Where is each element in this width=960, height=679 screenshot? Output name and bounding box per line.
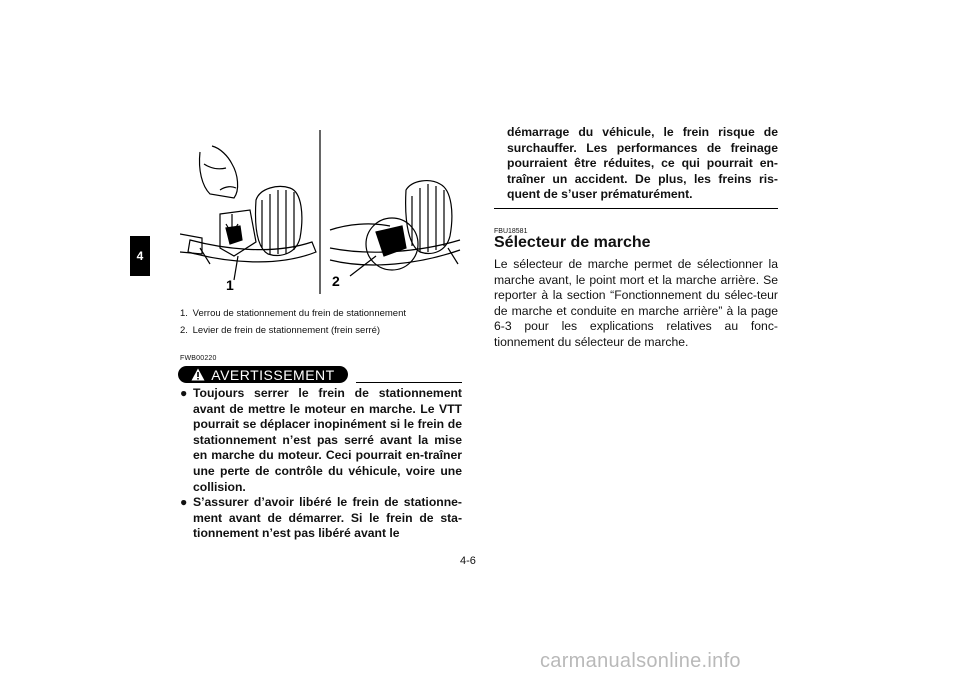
warning-rule — [356, 382, 462, 383]
bullet-icon: ● — [180, 495, 188, 510]
warning-triangle-icon — [191, 368, 205, 381]
bullet-icon: ● — [180, 386, 188, 400]
section-body: Le sélecteur de marche permet de sélectionner la marche avant, le point mort et la marche arrière. Se reporter à la section “Fonctionnement du sélec-teur de marche et conduite en marche arrière” à la page 6-3 pour les explications relatives au fonc-tionnement du sélecteur de marche. — [494, 257, 778, 349]
caption-item: 2. Levier de frein de stationnement (frein serré) — [180, 325, 381, 336]
warning-list — [180, 386, 462, 542]
warning-label: AVERTISSEMENT — [211, 366, 335, 383]
warning-continued: démarrage du véhicule, le frein risque de surchauffer. Les performances de freinage pourraient être réduites, ce qui pourrait en-traîner un accident. De plus, les freins ris-quent de s’user prématurément. — [507, 125, 778, 202]
warning-badge — [178, 366, 348, 383]
page-number: 4-6 — [460, 555, 476, 567]
callout-2: 2 — [332, 273, 340, 289]
section-title: Sélecteur de marche — [494, 234, 651, 251]
warning-end-rule — [494, 208, 778, 209]
warning-item: ● S’assurer d’avoir libéré le frein de stationne-ment avant de démarrer. Si le frein de sta-tionnement n’est pas libéré avant le — [180, 495, 462, 541]
warning-item: ● Toujours serrer le frein de stationnement avant de mettre le moteur en marche. Le VTT pourrait se déplacer inopinément si le frein de stationnement n’est pas serré avant la mise en marche du moteur. Ceci pourrait en-traîner une perte de contrôle du véhicule, voire une collision. — [180, 386, 462, 494]
chapter-tab: 4 — [130, 236, 150, 276]
watermark: carmanualsonline.info — [540, 650, 741, 672]
parking-brake-illustration — [180, 130, 462, 294]
callout-1: 1 — [226, 277, 234, 293]
warning-code: FWB00220 — [180, 355, 217, 362]
section-code: FBU18581 — [494, 228, 528, 235]
caption-item: 1. Verrou de stationnement du frein de stationnement — [180, 308, 407, 319]
